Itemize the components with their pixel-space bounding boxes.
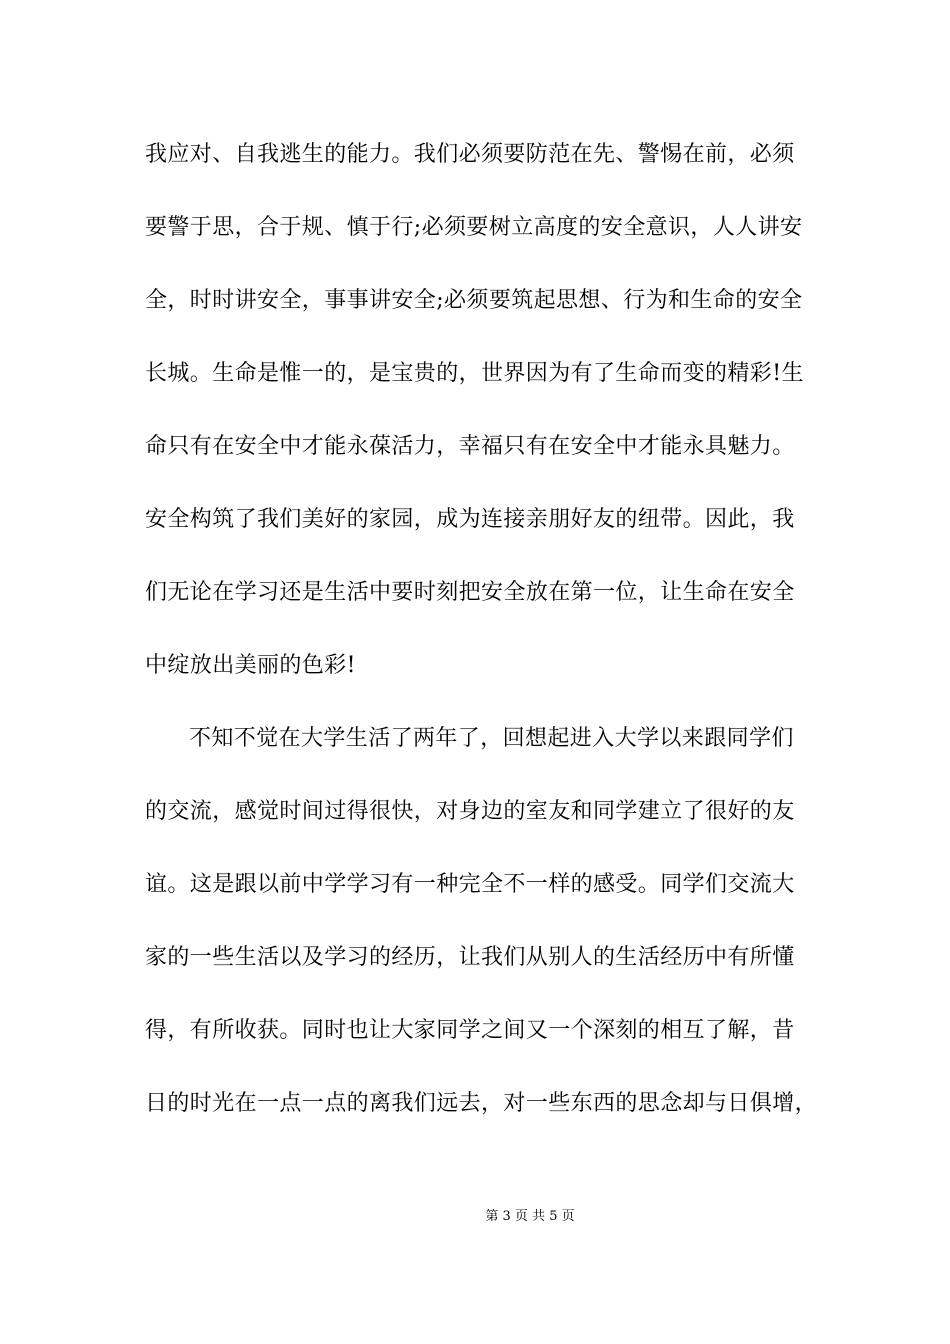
text-line-1: 我应对、自我逃生的能力。我们必须要防范在先、警惕在前，必须: [145, 142, 795, 167]
text-line-9: 不知不觉在大学生活了两年了，回想起进入大学以来跟同学们: [189, 726, 794, 751]
text-line-8: 中绽放出美丽的色彩!: [145, 653, 356, 678]
text-line-7: 们无论在学习还是生活中要时刻把安全放在第一位，让生命在安全: [145, 580, 795, 605]
document-body: [145, 130, 818, 1152]
text-line-12: 家的一些生活以及学习的经历，让我们从别人的生活经历中有所懂: [145, 945, 795, 970]
text-line-11: 谊。这是跟以前中学学习有一种完全不一样的感受。同学们交流大: [145, 872, 795, 897]
text-line-5: 命只有在安全中才能永葆活力，幸福只有在安全中才能永具魅力。: [145, 434, 795, 459]
text-line-3: 全，时时讲安全，事事讲安全;必须要筑起思想、行为和生命的安全: [145, 288, 803, 313]
text-line-4: 长城。生命是惟一的，是宝贵的，世界因为有了生命而变的精彩!生: [145, 361, 804, 386]
page-footer: 第 3 页 共 5 页: [485, 1209, 575, 1224]
text-line-13: 得，有所收获。同时也让大家同学之间又一个深刻的相互了解，昔: [145, 1018, 795, 1043]
text-line-14: 日的时光在一点一点的离我们远去，对一些东西的思念却与日俱增，: [145, 1091, 818, 1116]
text-line-10: 的交流，感觉时间过得很快，对身边的室友和同学建立了很好的友: [145, 799, 795, 824]
text-line-6: 安全构筑了我们美好的家园，成为连接亲朋好友的纽带。因此，我: [145, 507, 795, 532]
text-line-2: 要警于思，合于规、慎于行;必须要树立高度的安全意识，人人讲安: [145, 215, 803, 240]
